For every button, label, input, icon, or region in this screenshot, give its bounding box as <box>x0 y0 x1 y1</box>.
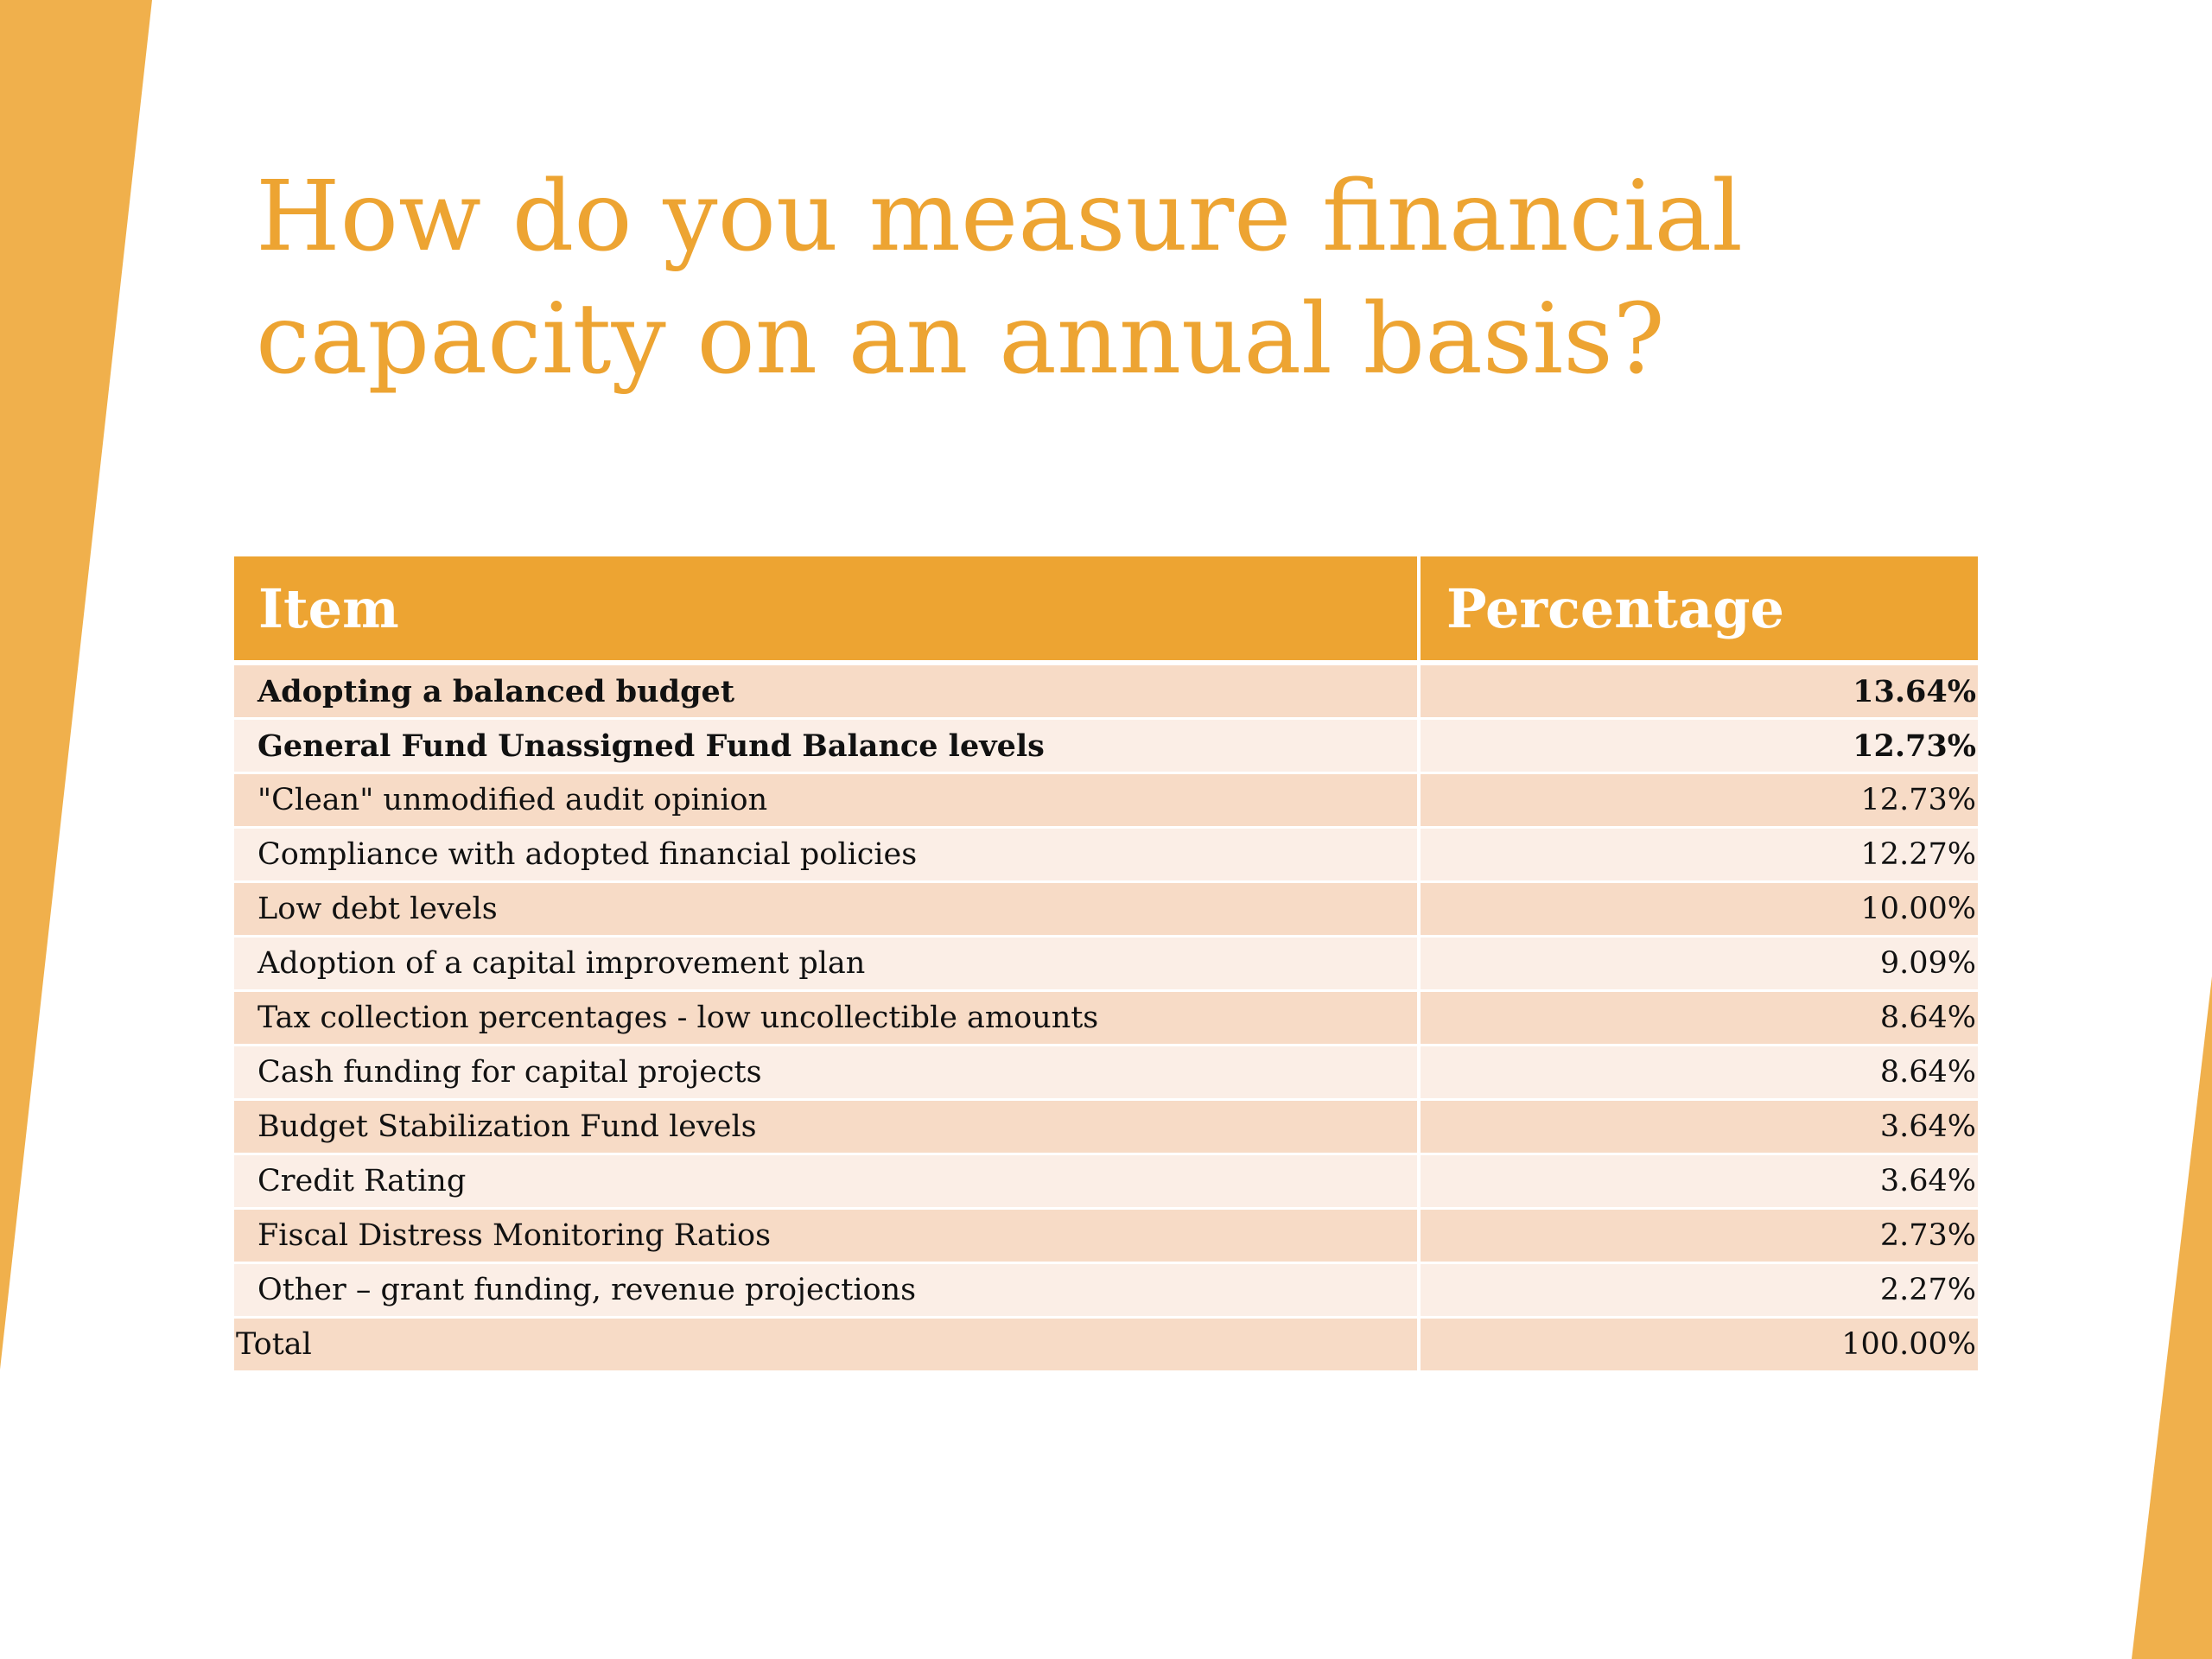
total-percentage: 100.00% <box>1421 1319 1978 1373</box>
slide-title <box>256 156 1897 401</box>
row-item: Other – grant funding, revenue projections <box>234 1264 1421 1319</box>
row-percentage: 9.09% <box>1421 938 1978 992</box>
row-percentage: 10.00% <box>1421 883 1978 938</box>
row-item: Compliance with adopted financial policies <box>234 829 1421 883</box>
row-item: Adoption of a capital improvement plan <box>234 938 1421 992</box>
table-row <box>234 1210 1978 1264</box>
row-percentage: 12.27% <box>1421 829 1978 883</box>
row-item: Credit Rating <box>234 1155 1421 1210</box>
row-item: Low debt levels <box>234 883 1421 938</box>
table-row <box>234 883 1978 938</box>
row-percentage: 12.73% <box>1421 774 1978 829</box>
row-item: Fiscal Distress Monitoring Ratios <box>234 1210 1421 1264</box>
table-row <box>234 1046 1978 1101</box>
table-row <box>234 992 1978 1046</box>
results-table <box>234 556 1978 1373</box>
row-percentage: 13.64% <box>1421 660 1978 720</box>
title-line-2: capacity on an annual basis? <box>256 283 1665 396</box>
right-accent-stripe <box>2132 976 2212 1659</box>
table-row <box>234 938 1978 992</box>
row-item: Adopting a balanced budget <box>234 660 1421 720</box>
row-percentage: 8.64% <box>1421 992 1978 1046</box>
header-percentage: Percentage <box>1421 556 1978 660</box>
table-row <box>234 774 1978 829</box>
table-row <box>234 720 1978 774</box>
row-percentage: 3.64% <box>1421 1155 1978 1210</box>
row-percentage: 3.64% <box>1421 1101 1978 1155</box>
row-item: Tax collection percentages - low uncollectible amounts <box>234 992 1421 1046</box>
header-item: Item <box>234 556 1421 660</box>
row-item: "Clean" unmodified audit opinion <box>234 774 1421 829</box>
row-percentage: 2.73% <box>1421 1210 1978 1264</box>
table-row <box>234 1101 1978 1155</box>
left-accent-stripe <box>0 0 152 1370</box>
row-item: Budget Stabilization Fund levels <box>234 1101 1421 1155</box>
title-line-1: How do you measure financial <box>256 161 1743 273</box>
table-row-total <box>234 1319 1978 1373</box>
row-percentage: 8.64% <box>1421 1046 1978 1101</box>
row-percentage: 2.27% <box>1421 1264 1978 1319</box>
table-row <box>234 829 1978 883</box>
total-label: Total <box>234 1319 1421 1373</box>
row-item: Cash funding for capital projects <box>234 1046 1421 1101</box>
table-row <box>234 660 1978 720</box>
table-row <box>234 1155 1978 1210</box>
table-header-row <box>234 556 1978 660</box>
row-item: General Fund Unassigned Fund Balance levels <box>234 720 1421 774</box>
table-row <box>234 1264 1978 1319</box>
row-percentage: 12.73% <box>1421 720 1978 774</box>
